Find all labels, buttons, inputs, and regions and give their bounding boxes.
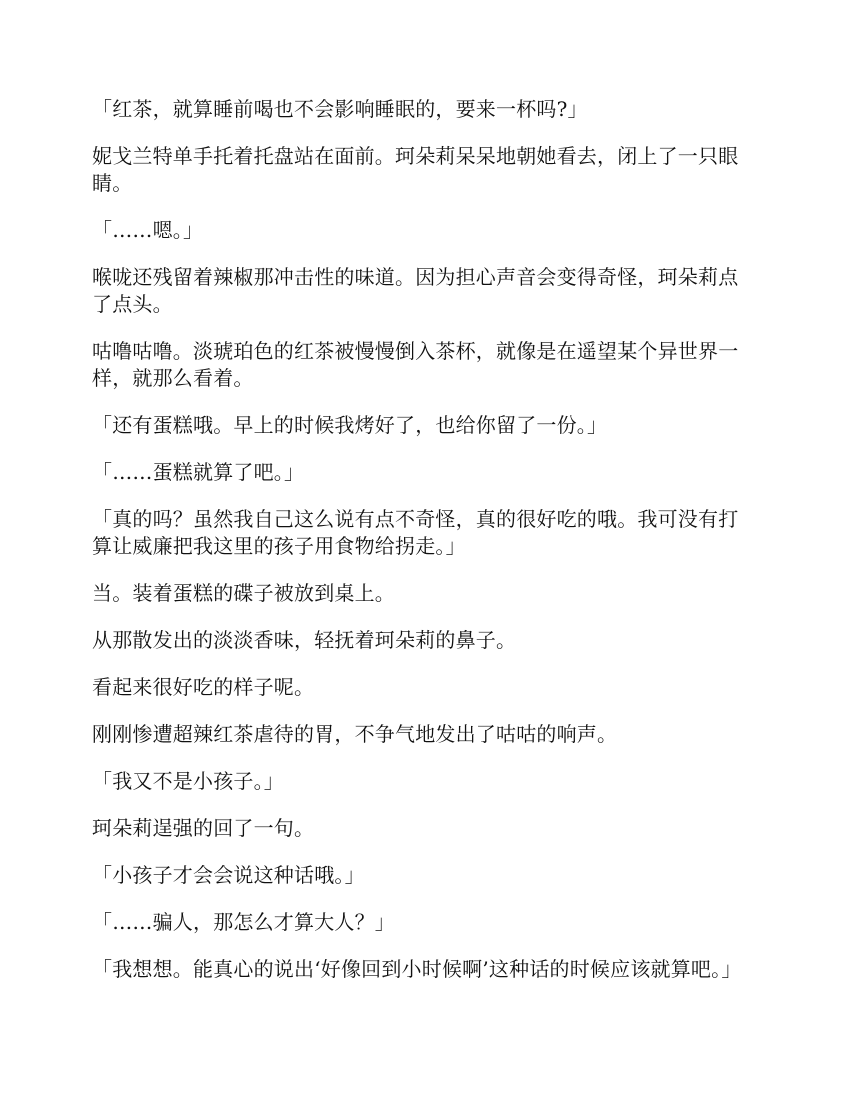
paragraph: 刚刚惨遭超辣红茶虐待的胃，不争气地发出了咕咕的响声。 — [92, 722, 618, 746]
paragraph: 「真的吗？虽然我自己这么说有点不奇怪，真的很好吃的哦。我可没有打算让威廉把我这里的孩子用食物给拐走。」 — [92, 507, 739, 558]
paragraph: 「我想想。能真心的说出‘好像回到小时候啊’这种话的时候应该就算吧。」 — [92, 957, 742, 981]
paragraph: 看起来很好吃的样子呢。 — [92, 675, 315, 699]
paragraph: 「……嗯。」 — [92, 218, 204, 242]
document-page — [92, 96, 758, 1003]
paragraph: 咕噜咕噜。淡琥珀色的红茶被慢慢倒入茶杯，就像是在遥望某个异世界一样，就那么看着。 — [92, 339, 739, 390]
paragraph: 喉咙还残留着辣椒那冲击性的味道。因为担心声音会变得奇怪，珂朵莉点了点头。 — [92, 265, 739, 316]
paragraph: 「我又不是小孩子。」 — [92, 769, 284, 793]
paragraph: 妮戈兰特单手托着托盘站在面前。珂朵莉呆呆地朝她看去，闭上了一只眼睛。 — [92, 144, 739, 195]
paragraph: 「红茶，就算睡前喝也不会影响睡眠的，要来一杯吗?」 — [92, 97, 588, 121]
paragraph: 从那散发出的淡淡香味，轻抚着珂朵莉的鼻子。 — [92, 628, 517, 652]
paragraph: 珂朵莉逞强的回了一句。 — [92, 816, 315, 840]
paragraph: 「还有蛋糕哦。早上的时候我烤好了，也给你留了一份。」 — [92, 413, 608, 437]
paragraph: 当。装着蛋糕的碟子被放到桌上。 — [92, 581, 395, 605]
paragraph: 「……蛋糕就算了吧。」 — [92, 460, 305, 484]
paragraph: 「小孩子才会会说这种话哦。」 — [92, 863, 365, 887]
paragraph: 「……骗人，那怎么才算大人？」 — [92, 910, 395, 934]
